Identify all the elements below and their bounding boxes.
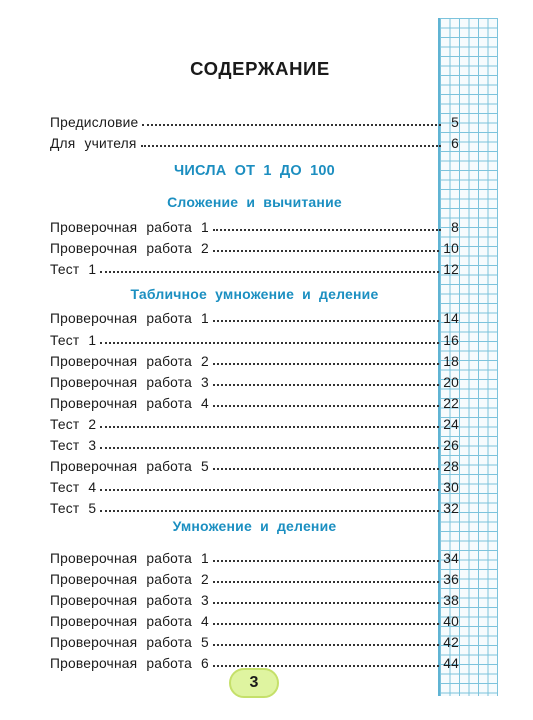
toc-page: 6 [451,136,459,151]
page-title: СОДЕРЖАНИЕ [190,58,330,79]
dot-leader [213,468,439,470]
toc-page: 12 [443,262,459,277]
dot-leader [213,602,439,604]
toc-page: 16 [443,333,459,348]
toc-row [50,567,459,587]
toc-page: 38 [443,593,459,608]
section-heading: Умножение и деление [172,518,337,534]
toc-row [50,496,459,516]
dot-leader [100,489,439,491]
toc-label: Тест 5 [50,501,97,516]
dot-leader [142,124,441,126]
toc-page: 44 [443,656,459,671]
dot-leader [100,510,439,512]
toc-label: Тест 1 [50,262,97,277]
toc-page: 10 [443,241,459,256]
toc-label: Проверочная работа 1 [50,220,209,235]
dot-leader [213,405,439,407]
toc-page: 26 [443,438,459,453]
toc-page: 34 [443,551,459,566]
toc-row [50,475,459,495]
toc-row [50,131,459,151]
toc-page: 28 [443,459,459,474]
toc-label: Проверочная работа 1 [50,311,209,326]
toc-row [50,546,459,566]
section-heading: Сложение и вычитание [167,194,342,210]
toc-label: Проверочная работа 2 [50,241,209,256]
toc-page: 42 [443,635,459,650]
toc-row [50,257,459,277]
toc-row [50,370,459,390]
page-number-badge: 3 [229,668,279,698]
toc-row [50,588,459,608]
section-main-heading: ЧИСЛА ОТ 1 ДО 100 [174,163,335,179]
dot-leader [213,384,439,386]
toc-page: 36 [443,572,459,587]
toc-page: 24 [443,417,459,432]
toc-label: Проверочная работа 2 [50,572,209,587]
dot-leader [213,581,439,583]
dot-leader [100,342,439,344]
dot-leader [213,320,439,322]
toc-label: Тест 3 [50,438,97,453]
toc-page: 14 [443,311,459,326]
toc-label: Проверочная работа 5 [50,635,209,650]
toc-row [50,349,459,369]
toc-label: Тест 4 [50,480,97,495]
toc-row [50,215,459,235]
dot-leader [100,426,439,428]
toc-page: 22 [443,396,459,411]
toc-label: Проверочная работа 1 [50,551,209,566]
dot-leader [213,560,439,562]
toc-row [50,454,459,474]
dot-leader [213,229,441,231]
toc-label: Проверочная работа 4 [50,396,209,411]
toc-label: Проверочная работа 3 [50,593,209,608]
toc-row [50,110,459,130]
dot-leader [213,363,439,365]
toc-row [50,609,459,629]
toc-page: 20 [443,375,459,390]
toc-page: 8 [451,220,459,235]
toc-label: Проверочная работа 5 [50,459,209,474]
toc-page: 5 [451,115,459,130]
toc-page: 30 [443,480,459,495]
dot-leader [213,665,439,667]
toc-row [50,391,459,411]
toc-label: Тест 2 [50,417,97,432]
toc-label: Проверочная работа 2 [50,354,209,369]
toc-row [50,328,459,348]
toc-page: 32 [443,501,459,516]
dot-leader [100,447,439,449]
section-heading: Табличное умножение и деление [130,286,379,302]
dot-leader [213,250,439,252]
toc-label: Проверочная работа 6 [50,656,209,671]
dot-leader [141,145,441,147]
dot-leader [213,623,439,625]
toc-label: Для учителя [50,136,137,151]
toc-row [50,236,459,256]
toc-label: Предисловие [50,115,139,130]
toc-row [50,306,459,326]
dot-leader [213,644,439,646]
toc-page: 18 [443,354,459,369]
toc-row [50,630,459,650]
toc-label: Тест 1 [50,333,97,348]
toc-row [50,412,459,432]
dot-leader [100,271,439,273]
toc-row [50,433,459,453]
toc-label: Проверочная работа 3 [50,375,209,390]
toc-page: 40 [443,614,459,629]
toc-label: Проверочная работа 4 [50,614,209,629]
